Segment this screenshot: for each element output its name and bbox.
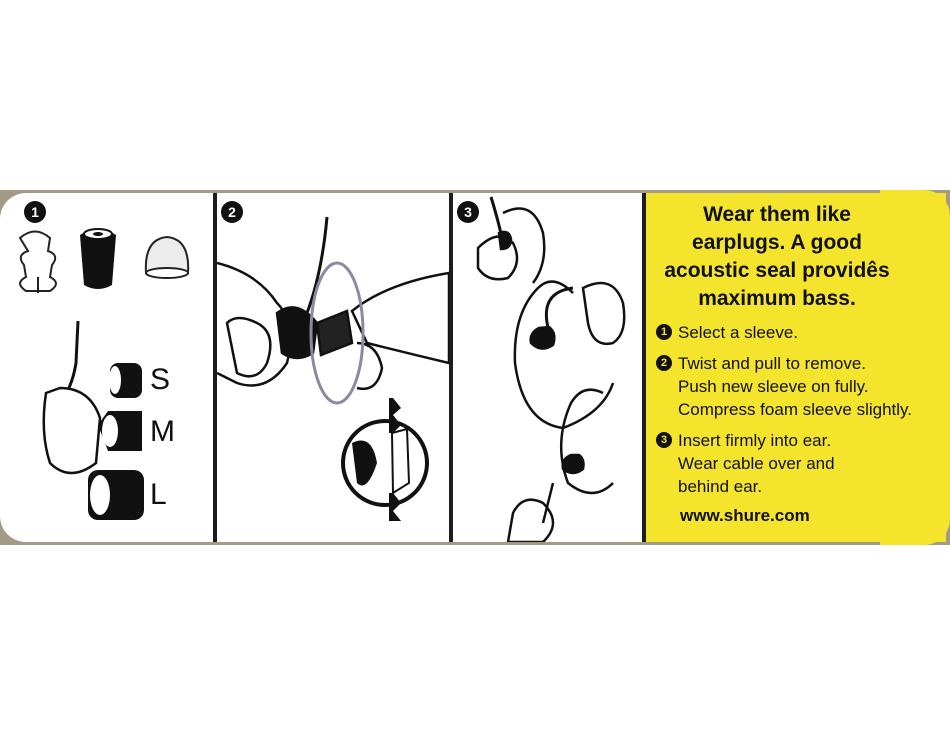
size-label-l: L <box>150 478 167 511</box>
instruction-number-badge: 3 <box>656 432 672 448</box>
headline-line: Wear them like <box>703 203 851 226</box>
earphone-icon <box>44 321 100 473</box>
triple-flange-sleeve-icon <box>20 232 56 294</box>
instruction-card-backdrop <box>0 190 950 545</box>
instruction-number-badge: 2 <box>656 355 672 371</box>
step-badge-1: 1 <box>24 201 46 223</box>
foam-tip-large-icon <box>88 470 144 520</box>
size-label-s: S <box>150 363 171 396</box>
website-link[interactable]: www.shure.com <box>680 506 810 525</box>
instruction-text: Push new sleeve on fully. <box>678 377 869 396</box>
instruction-2 <box>646 352 946 421</box>
magnified-detail-icon <box>343 398 427 521</box>
twist-sleeve-hands-icon <box>217 193 449 542</box>
panel-step-2 <box>217 193 449 542</box>
instruction-card <box>0 190 950 545</box>
instruction-1 <box>646 321 946 344</box>
headline <box>646 201 908 313</box>
instruction-text: Insert firmly into ear. <box>678 431 832 450</box>
step-badge-3: 3 <box>457 201 479 223</box>
instruction-text: behind ear. <box>678 477 763 496</box>
ear-insertion-icon <box>453 193 642 542</box>
instruction-number-badge: 1 <box>656 324 672 340</box>
instruction-text: Wear cable over and <box>678 454 835 473</box>
foam-sleeve-icon <box>80 229 116 289</box>
headline-line: maximum bass. <box>698 287 856 310</box>
flex-sleeve-icon <box>146 237 188 278</box>
foam-tip-small-icon <box>109 363 142 398</box>
panel-step-1 <box>0 193 213 542</box>
step-badge-2: 2 <box>221 201 243 223</box>
headline-line: acoustic seal providês <box>664 259 890 282</box>
headline-line: earplugs. A good <box>692 231 862 254</box>
instruction-text: Compress foam sleeve slightly. <box>678 400 912 419</box>
panel-step-3 <box>453 193 642 542</box>
size-label-m: M <box>150 415 175 448</box>
instruction-text: Select a sleeve. <box>678 323 799 342</box>
instruction-3 <box>646 429 946 498</box>
sleeves-illustration-icon <box>0 193 213 542</box>
foam-tip-medium-icon <box>98 411 142 451</box>
info-panel <box>646 193 946 542</box>
instruction-text: Twist and pull to remove. <box>678 354 867 373</box>
